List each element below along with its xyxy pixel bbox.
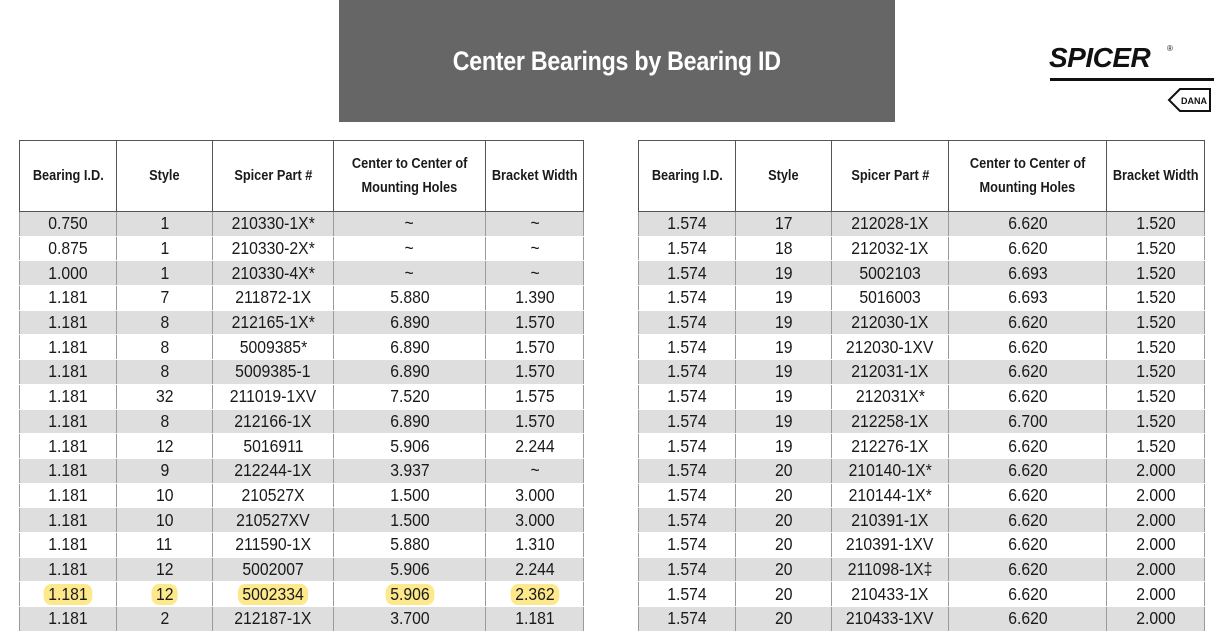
cell-style: 20 <box>736 582 832 607</box>
table-row <box>639 236 1205 261</box>
cell-bearing-id: 1.181 <box>20 360 117 385</box>
cell-part-number: 210140-1X* <box>832 458 949 483</box>
table-row <box>20 286 584 311</box>
cell-part-number: 212031-1X <box>832 360 949 385</box>
table-row <box>20 310 584 335</box>
cell-style: 32 <box>117 384 213 409</box>
cell-center-to-center: 6.620 <box>949 483 1107 508</box>
cell-bracket-width: 1.520 <box>1107 335 1205 360</box>
table-row <box>639 360 1205 385</box>
cell-part-number: 210391-1XV <box>832 532 949 557</box>
cell-bracket-width: 3.000 <box>486 483 584 508</box>
table-row <box>20 458 584 483</box>
cell-part-number: 210527XV <box>213 508 334 533</box>
header-center-to-center: Center to Center of Mounting Holes <box>949 141 1107 212</box>
cell-style: 19 <box>736 360 832 385</box>
table-row <box>20 236 584 261</box>
cell-bearing-id: 1.181 <box>20 286 117 311</box>
cell-style: 19 <box>736 384 832 409</box>
cell-bracket-width: 1.310 <box>486 532 584 557</box>
cell-bearing-id: 1.574 <box>639 458 736 483</box>
spicer-logo <box>1046 40 1218 120</box>
cell-style: 20 <box>736 458 832 483</box>
cell-center-to-center: ~ <box>334 212 486 237</box>
cell-center-to-center: 6.620 <box>949 335 1107 360</box>
cell-bracket-width: 2.000 <box>1107 582 1205 607</box>
cell-part-number: 210144-1X* <box>832 483 949 508</box>
cell-center-to-center: 6.890 <box>334 360 486 385</box>
cell-bracket-width: 3.000 <box>486 508 584 533</box>
cell-part-number: 211098-1X‡ <box>832 557 949 582</box>
cell-bracket-width: 1.575 <box>486 384 584 409</box>
table-row <box>20 335 584 360</box>
cell-center-to-center: 5.906 <box>334 557 486 582</box>
cell-bracket-width: 2.000 <box>1107 557 1205 582</box>
cell-part-number: 210433-1X <box>832 582 949 607</box>
cell-bearing-id: 0.875 <box>20 236 117 261</box>
cell-bracket-width: 2.362 <box>486 582 584 607</box>
cell-center-to-center: 3.937 <box>334 458 486 483</box>
cell-part-number: 212030-1X <box>832 310 949 335</box>
cell-bracket-width: 1.570 <box>486 360 584 385</box>
registered-mark: ® <box>1167 44 1173 53</box>
cell-bearing-id: 1.574 <box>639 409 736 434</box>
cell-center-to-center: 1.500 <box>334 508 486 533</box>
cell-bracket-width: 1.520 <box>1107 212 1205 237</box>
cell-style: 20 <box>736 532 832 557</box>
cell-bearing-id: 1.574 <box>639 236 736 261</box>
table-header-row <box>639 141 1205 212</box>
cell-bearing-id: 1.181 <box>20 557 117 582</box>
cell-bracket-width: 2.000 <box>1107 458 1205 483</box>
cell-bearing-id: 1.574 <box>639 384 736 409</box>
cell-part-number: 211590-1X <box>213 532 334 557</box>
header-bracket-width: Bracket Width <box>486 141 584 212</box>
cell-style: 18 <box>736 236 832 261</box>
cell-part-number: 210527X <box>213 483 334 508</box>
header-style: Style <box>736 141 832 212</box>
header-bearing-id: Bearing I.D. <box>639 141 736 212</box>
right-bearing-table <box>638 140 1205 632</box>
cell-center-to-center: 6.620 <box>949 607 1107 632</box>
cell-style: 12 <box>117 557 213 582</box>
cell-bearing-id: 1.181 <box>20 582 117 607</box>
cell-center-to-center: ~ <box>334 261 486 286</box>
cell-style: 8 <box>117 310 213 335</box>
cell-bearing-id: 0.750 <box>20 212 117 237</box>
cell-bearing-id: 1.574 <box>639 582 736 607</box>
table-row <box>20 261 584 286</box>
cell-style: 19 <box>736 286 832 311</box>
cell-bearing-id: 1.181 <box>20 335 117 360</box>
cell-bracket-width: 1.570 <box>486 310 584 335</box>
table-row <box>20 360 584 385</box>
cell-bearing-id: 1.574 <box>639 557 736 582</box>
cell-bearing-id: 1.181 <box>20 508 117 533</box>
cell-bracket-width: 2.000 <box>1107 508 1205 533</box>
cell-style: 19 <box>736 310 832 335</box>
cell-part-number: 210330-4X* <box>213 261 334 286</box>
table-row <box>639 286 1205 311</box>
header-style: Style <box>117 141 213 212</box>
cell-center-to-center: 6.620 <box>949 384 1107 409</box>
table-row <box>639 607 1205 632</box>
left-bearing-table <box>19 140 584 632</box>
cell-bearing-id: 1.181 <box>20 607 117 632</box>
cell-part-number: 212028-1X <box>832 212 949 237</box>
right-table-body <box>639 212 1205 632</box>
cell-bearing-id: 1.574 <box>639 335 736 360</box>
cell-part-number: 211019-1XV <box>213 384 334 409</box>
cell-bracket-width: ~ <box>486 212 584 237</box>
cell-center-to-center: 6.620 <box>949 557 1107 582</box>
logo-rule <box>1050 78 1214 81</box>
cell-center-to-center: 6.620 <box>949 458 1107 483</box>
cell-center-to-center: 7.520 <box>334 384 486 409</box>
cell-part-number: 5009385* <box>213 335 334 360</box>
table-row <box>639 582 1205 607</box>
cell-center-to-center: 3.700 <box>334 607 486 632</box>
table-row <box>639 483 1205 508</box>
cell-bracket-width: 1.520 <box>1107 384 1205 409</box>
cell-style: 10 <box>117 483 213 508</box>
cell-bearing-id: 1.574 <box>639 286 736 311</box>
cell-bracket-width: 2.244 <box>486 434 584 459</box>
table-row <box>20 607 584 632</box>
cell-style: 1 <box>117 261 213 286</box>
cell-bearing-id: 1.181 <box>20 384 117 409</box>
table-row <box>20 582 584 607</box>
table-row <box>639 458 1205 483</box>
cell-center-to-center: 6.693 <box>949 286 1107 311</box>
cell-part-number: 212258-1X <box>832 409 949 434</box>
table-row <box>639 557 1205 582</box>
table-row <box>20 483 584 508</box>
cell-style: 10 <box>117 508 213 533</box>
cell-part-number: 210330-2X* <box>213 236 334 261</box>
cell-bearing-id: 1.181 <box>20 409 117 434</box>
cell-style: 19 <box>736 434 832 459</box>
table-row <box>639 261 1205 286</box>
cell-bearing-id: 1.181 <box>20 310 117 335</box>
cell-part-number: 210391-1X <box>832 508 949 533</box>
cell-center-to-center: 6.620 <box>949 236 1107 261</box>
cell-style: 7 <box>117 286 213 311</box>
cell-center-to-center: 6.693 <box>949 261 1107 286</box>
cell-center-to-center: 6.890 <box>334 409 486 434</box>
cell-center-to-center: 1.500 <box>334 483 486 508</box>
cell-style: 17 <box>736 212 832 237</box>
cell-style: 20 <box>736 607 832 632</box>
table-row <box>639 409 1205 434</box>
header-bearing-id: Bearing I.D. <box>20 141 117 212</box>
cell-bracket-width: 1.520 <box>1107 360 1205 385</box>
cell-style: 19 <box>736 335 832 360</box>
cell-center-to-center: 5.906 <box>334 434 486 459</box>
cell-center-to-center: 6.620 <box>949 532 1107 557</box>
cell-bearing-id: 1.574 <box>639 483 736 508</box>
cell-center-to-center: 6.620 <box>949 434 1107 459</box>
table-row <box>20 557 584 582</box>
cell-bearing-id: 1.574 <box>639 607 736 632</box>
cell-part-number: 211872-1X <box>213 286 334 311</box>
table-row <box>20 508 584 533</box>
cell-bracket-width: 1.520 <box>1107 236 1205 261</box>
cell-center-to-center: 6.890 <box>334 310 486 335</box>
cell-style: 20 <box>736 483 832 508</box>
cell-bracket-width: 1.181 <box>486 607 584 632</box>
cell-style: 8 <box>117 335 213 360</box>
table-row <box>639 384 1205 409</box>
cell-bracket-width: 1.520 <box>1107 286 1205 311</box>
table-row <box>20 409 584 434</box>
table-row <box>639 310 1205 335</box>
cell-bearing-id: 1.574 <box>639 261 736 286</box>
cell-style: 19 <box>736 409 832 434</box>
table-row <box>20 212 584 237</box>
cell-style: 8 <box>117 360 213 385</box>
cell-bracket-width: 1.390 <box>486 286 584 311</box>
cell-part-number: 212166-1X <box>213 409 334 434</box>
cell-part-number: 212032-1X <box>832 236 949 261</box>
table-header-row <box>20 141 584 212</box>
cell-part-number: 5002103 <box>832 261 949 286</box>
dana-logo-text: DANA <box>1181 96 1207 106</box>
cell-center-to-center: 6.620 <box>949 582 1107 607</box>
cell-style: 12 <box>117 434 213 459</box>
title-banner <box>339 0 895 122</box>
cell-part-number: 212276-1X <box>832 434 949 459</box>
cell-bearing-id: 1.181 <box>20 483 117 508</box>
cell-part-number: 212031X* <box>832 384 949 409</box>
table-row <box>20 532 584 557</box>
cell-part-number: 212187-1X <box>213 607 334 632</box>
cell-style: 19 <box>736 261 832 286</box>
cell-style: 2 <box>117 607 213 632</box>
header-bracket-width: Bracket Width <box>1107 141 1205 212</box>
table-row <box>639 508 1205 533</box>
cell-style: 12 <box>117 582 213 607</box>
cell-center-to-center: 6.620 <box>949 360 1107 385</box>
cell-style: 1 <box>117 212 213 237</box>
cell-bearing-id: 1.181 <box>20 532 117 557</box>
cell-style: 8 <box>117 409 213 434</box>
cell-bearing-id: 1.574 <box>639 360 736 385</box>
cell-part-number: 5009385-1 <box>213 360 334 385</box>
cell-style: 20 <box>736 508 832 533</box>
cell-bracket-width: ~ <box>486 261 584 286</box>
cell-center-to-center: 6.620 <box>949 310 1107 335</box>
cell-part-number: 210433-1XV <box>832 607 949 632</box>
cell-center-to-center: 6.700 <box>949 409 1107 434</box>
cell-bracket-width: 1.570 <box>486 409 584 434</box>
cell-part-number: 5002007 <box>213 557 334 582</box>
cell-bracket-width: 1.520 <box>1107 409 1205 434</box>
cell-bearing-id: 1.574 <box>639 212 736 237</box>
cell-center-to-center: ~ <box>334 236 486 261</box>
cell-part-number: 5002334 <box>213 582 334 607</box>
page-title: Center Bearings by Bearing ID <box>452 45 782 76</box>
cell-center-to-center: 6.620 <box>949 508 1107 533</box>
cell-style: 1 <box>117 236 213 261</box>
cell-bearing-id: 1.181 <box>20 458 117 483</box>
cell-part-number: 5016003 <box>832 286 949 311</box>
table-row <box>20 384 584 409</box>
table-row <box>20 434 584 459</box>
cell-part-number: 212165-1X* <box>213 310 334 335</box>
cell-bearing-id: 1.181 <box>20 434 117 459</box>
cell-bearing-id: 1.000 <box>20 261 117 286</box>
table-row <box>639 212 1205 237</box>
cell-bracket-width: ~ <box>486 458 584 483</box>
cell-bearing-id: 1.574 <box>639 434 736 459</box>
cell-bearing-id: 1.574 <box>639 508 736 533</box>
cell-bracket-width: 2.000 <box>1107 532 1205 557</box>
logo-wordmark: SPICER <box>1049 42 1151 73</box>
cell-bracket-width: 1.570 <box>486 335 584 360</box>
cell-center-to-center: 5.880 <box>334 532 486 557</box>
cell-part-number: 212244-1X <box>213 458 334 483</box>
cell-bracket-width: 2.000 <box>1107 607 1205 632</box>
cell-bracket-width: 2.000 <box>1107 483 1205 508</box>
cell-center-to-center: 6.890 <box>334 335 486 360</box>
cell-style: 11 <box>117 532 213 557</box>
header-part-number: Spicer Part # <box>213 141 334 212</box>
header-part-number: Spicer Part # <box>832 141 949 212</box>
cell-bracket-width: ~ <box>486 236 584 261</box>
cell-center-to-center: 5.906 <box>334 582 486 607</box>
cell-part-number: 210330-1X* <box>213 212 334 237</box>
cell-style: 20 <box>736 557 832 582</box>
dana-logo-icon <box>1166 85 1214 115</box>
cell-bearing-id: 1.574 <box>639 532 736 557</box>
cell-center-to-center: 6.620 <box>949 212 1107 237</box>
cell-bearing-id: 1.574 <box>639 310 736 335</box>
header-center-to-center: Center to Center of Mounting Holes <box>334 141 486 212</box>
cell-bracket-width: 1.520 <box>1107 310 1205 335</box>
cell-bracket-width: 1.520 <box>1107 434 1205 459</box>
table-row <box>639 532 1205 557</box>
cell-part-number: 212030-1XV <box>832 335 949 360</box>
cell-bracket-width: 2.244 <box>486 557 584 582</box>
cell-style: 9 <box>117 458 213 483</box>
cell-center-to-center: 5.880 <box>334 286 486 311</box>
table-row <box>639 434 1205 459</box>
table-row <box>639 335 1205 360</box>
cell-part-number: 5016911 <box>213 434 334 459</box>
left-table-body <box>20 212 584 632</box>
cell-bracket-width: 1.520 <box>1107 261 1205 286</box>
